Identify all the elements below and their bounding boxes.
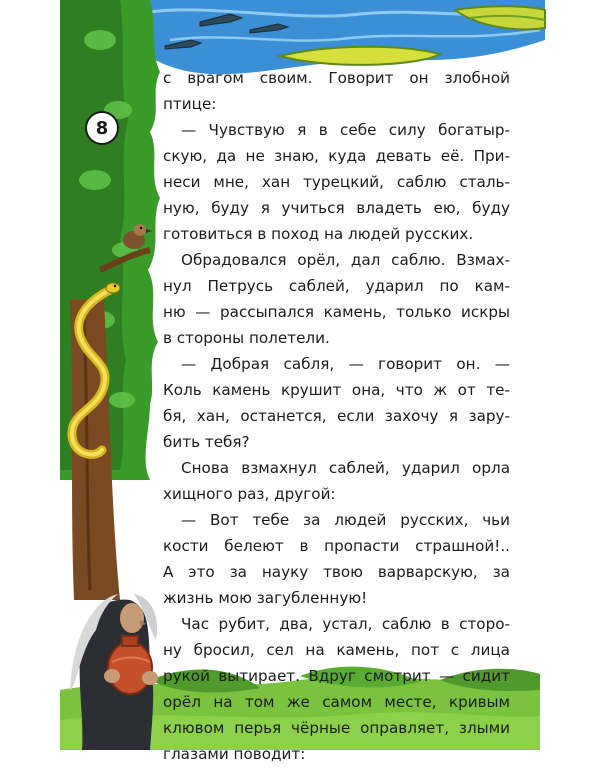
text-line: А это за науку твою варварскую, за: [163, 563, 510, 581]
text-line: — Вот тебе за людей русских, чьи: [181, 511, 510, 529]
text-line: готовиться в поход на людей русских.: [163, 225, 474, 243]
text-line: клювом перья чёрные оправляет, злыми: [163, 719, 510, 737]
text-line: нул Петрусь саблей, ударил по кам-: [163, 277, 510, 295]
text-line: — Чувствую я в себе силу богатыр-: [181, 121, 510, 139]
tree: [60, 0, 160, 600]
text-line: Коль камень крушит она, что ж от те-: [163, 381, 510, 399]
story-text: [163, 65, 510, 767]
text-line: кости белеют в пропасти страшной!..: [163, 537, 510, 555]
text-line: скую, да не знаю, куда девать её. При-: [163, 147, 510, 165]
text-line: в стороны полетели.: [163, 329, 330, 347]
text-line: ню — рассыпался камень, только искры: [163, 303, 510, 321]
text-line: с врагом своим. Говорит он злобной: [163, 69, 510, 87]
text-line: бя, хан, останется, если захочу я зару-: [163, 407, 510, 425]
text-line: птице:: [163, 95, 217, 113]
old-woman-figure: [70, 594, 158, 750]
text-line: ну бросил, сел на камень, пот с лица: [163, 641, 510, 659]
text-line: Снова взмахнул саблей, ударил орла: [181, 459, 510, 477]
text-line: неси мне, хан турецкий, саблю сталь-: [163, 173, 510, 191]
page-number: 8: [85, 111, 119, 145]
text-line: Обрадовался орёл, дал саблю. Взмах-: [181, 251, 510, 269]
text-line: жизнь мою загубленную!: [163, 589, 368, 607]
text-line: глазами поводит:: [163, 745, 306, 763]
text-line: орёл на том же самом месте, кривым: [163, 693, 510, 711]
text-line: Час рубит, два, устал, саблю в сторо-: [181, 615, 510, 633]
text-line: бить тебя?: [163, 433, 250, 451]
text-line: хищного раз, другой:: [163, 485, 336, 503]
text-line: рукой вытирает. Вдруг смотрит — сидит: [163, 667, 510, 685]
river: [120, 0, 545, 74]
text-line: ную, буду я учиться владеть ею, буду: [163, 199, 510, 217]
text-line: — Добрая сабля, — говорит он. —: [181, 355, 510, 373]
